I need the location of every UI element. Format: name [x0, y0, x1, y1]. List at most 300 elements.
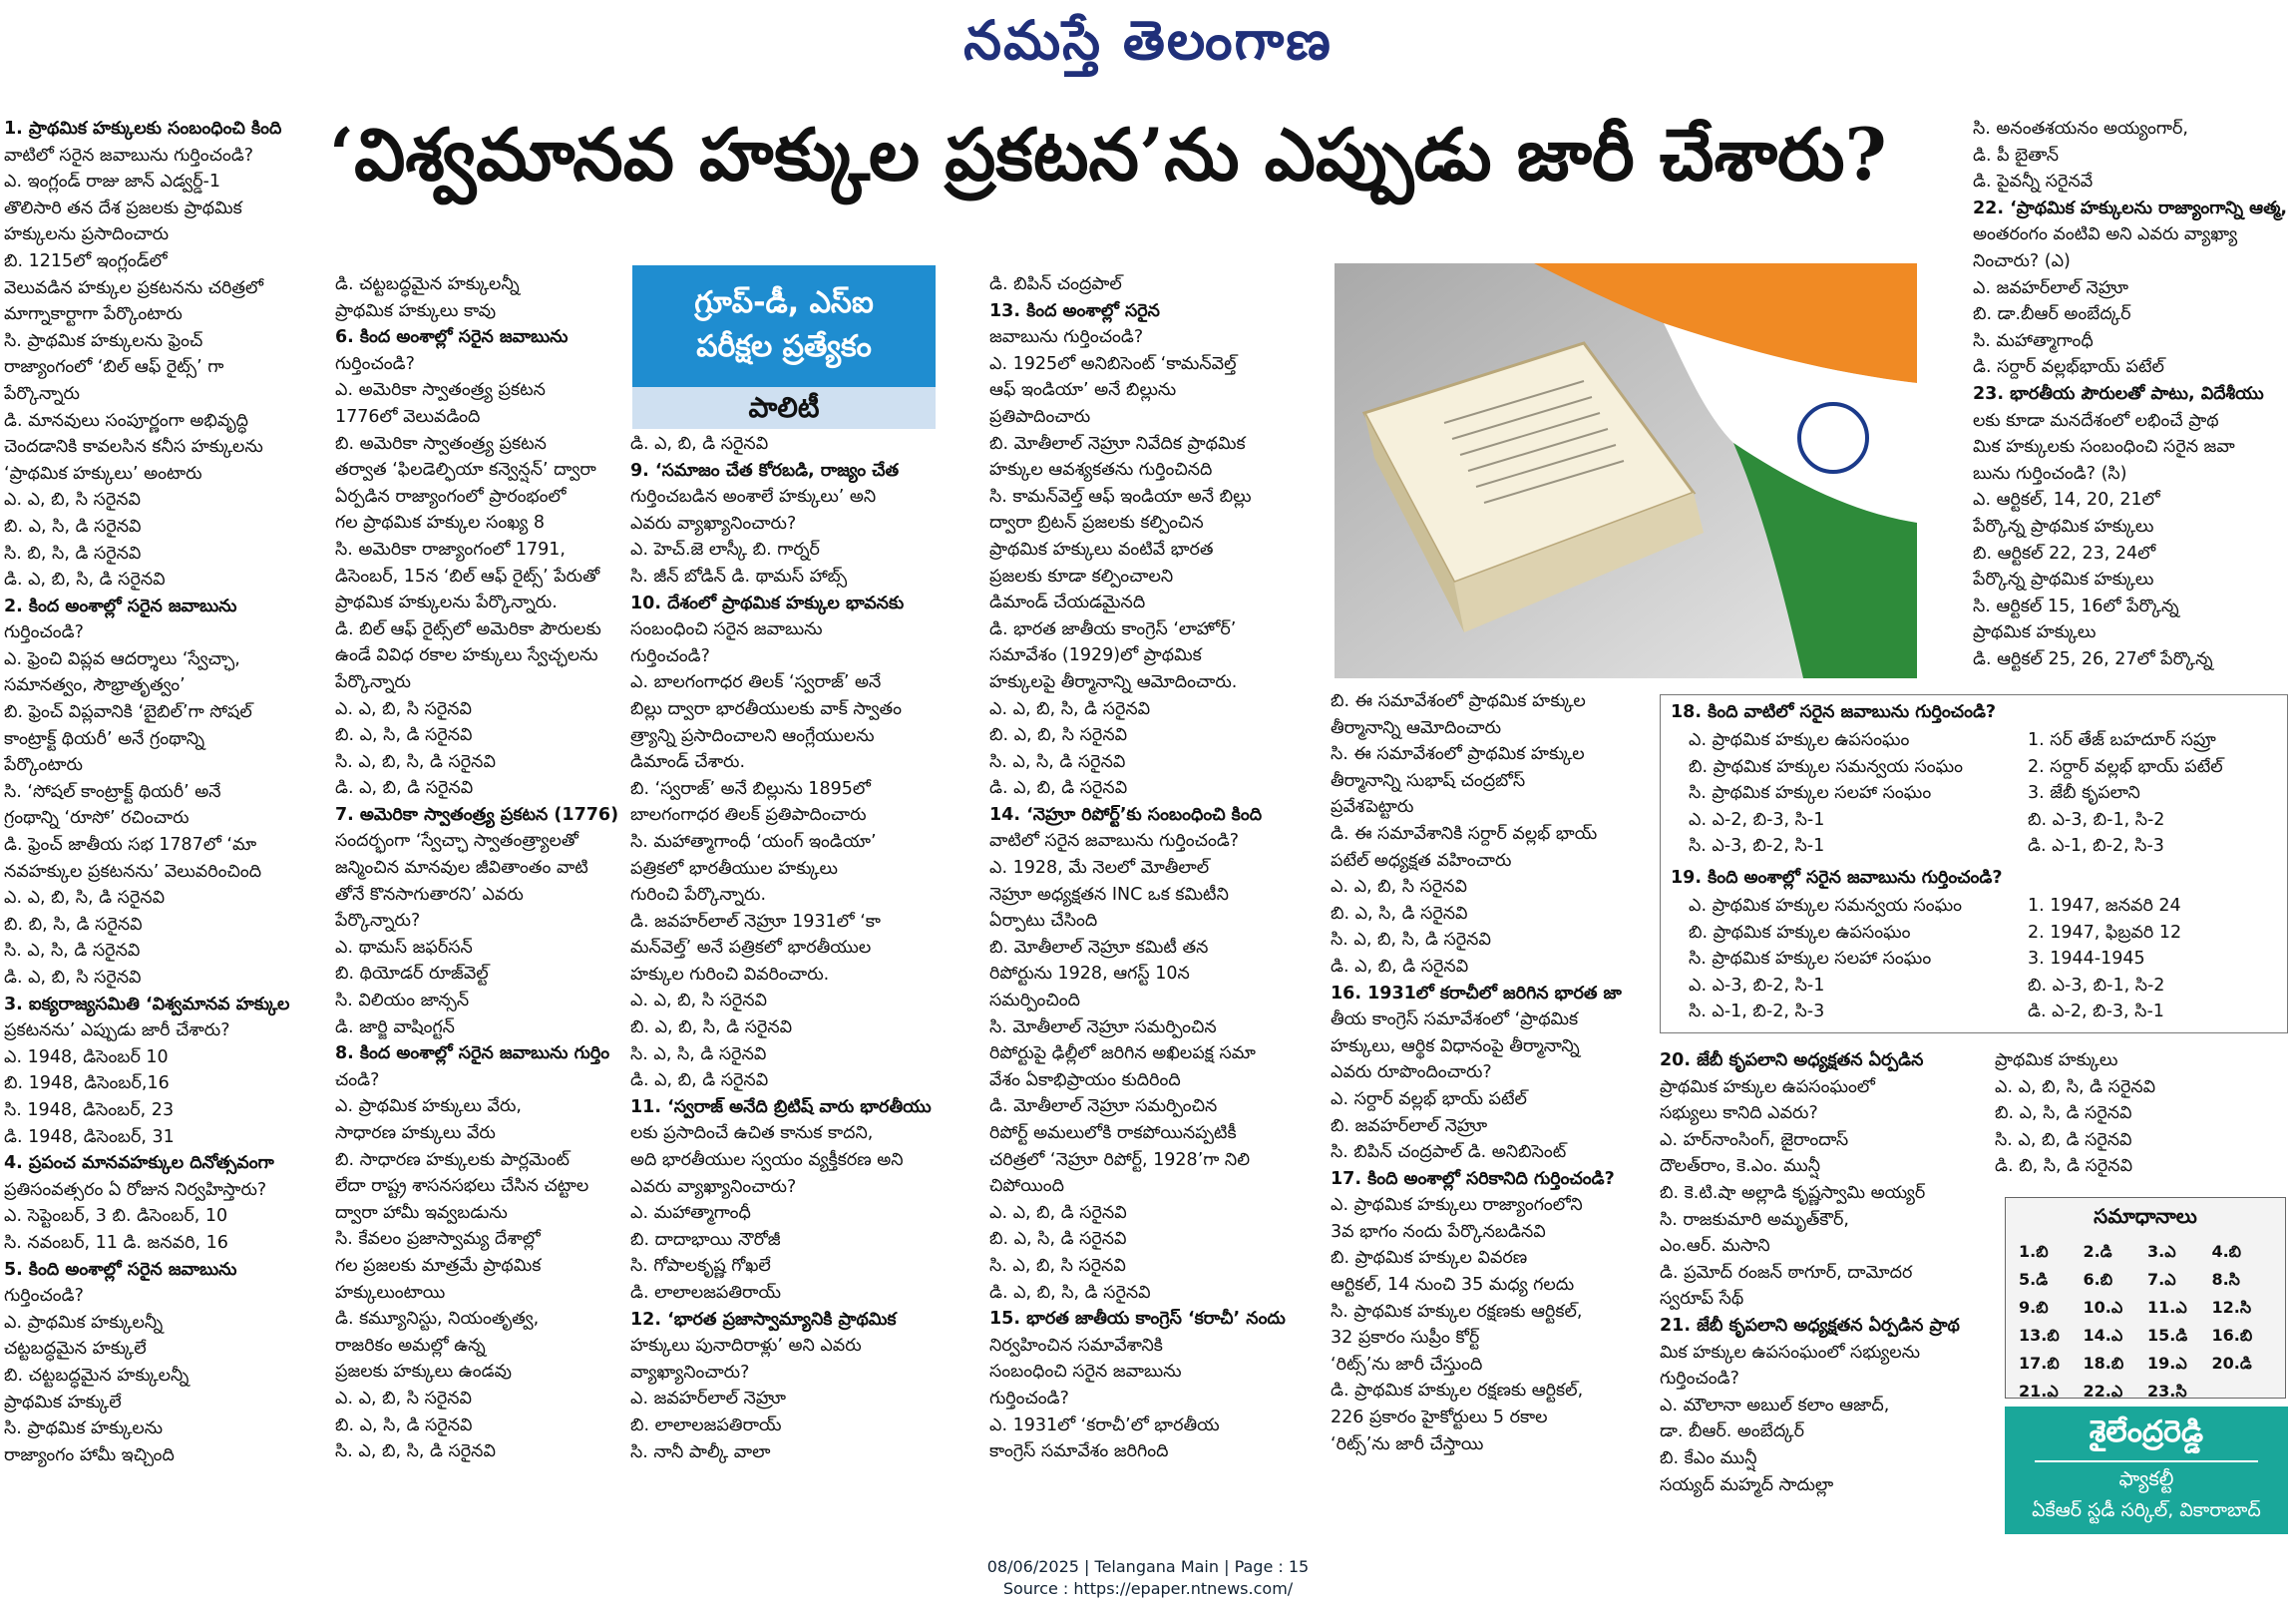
text-line: సి. ఎ, సి, డి సరైనవి [989, 751, 1126, 772]
text-line: డి. లాలాలజపతిరాయ్ [630, 1283, 781, 1303]
text-line: సి. నానీ పాల్కీ వాలా [630, 1441, 771, 1462]
text-line: బి. ఈ సమావేశంలో ప్రాథమిక హక్కుల [1331, 691, 1586, 711]
text-line: ప్రజలకు హక్కులు ఉండవు [335, 1362, 512, 1383]
text-line: బి. మోతీలాల్ నెహ్రూ కమిటీ తన [989, 937, 1209, 958]
column-2-text [335, 271, 624, 1465]
column-5 [1331, 688, 1646, 1457]
match-item: ఎ. ప్రాథమిక హక్కుల సమన్వయ సంఘం [1689, 896, 1962, 916]
author-role: ఫ్యాకల్టీ [2118, 1466, 2174, 1490]
text-line: ఎ. 1925లో అనిబిసెంట్ ‘కామన్‌వెల్త్ [989, 353, 1237, 374]
text-line: గల ప్రాథమిక హక్కుల సంఖ్య 8 [335, 513, 545, 534]
answer-cell: 18.బి [2083, 1353, 2124, 1373]
text-line: సంబంధించి సరైన జవాబును [630, 619, 823, 640]
text-line: బి. ఫ్రెంచ్ విప్లవానికి ‘బైబిల్’గా సోషల్ [4, 702, 252, 723]
text-line: ఎ. ఆర్టికల్, 14, 20, 21లో [1973, 490, 2160, 511]
text-line: సి. ఎ, బి, డి సరైనవి [1995, 1129, 2132, 1150]
text-line: ఎ. ఎ, బి, సి, డి సరైనవి [1995, 1076, 2156, 1097]
text-line: డి. ఫ్రెంచ్ జాతీయ సభ 1787లో ‘మా [4, 835, 257, 856]
section-badge [632, 265, 936, 429]
text-line: సి. అమెరికా రాజ్యాంగంలో 1791, [335, 539, 566, 560]
answer-cell: 5.డి [2019, 1269, 2049, 1289]
text-line: డి. ఎ, బి, సి సరైనవి [4, 968, 142, 988]
text-line: ఉండే వివిధ రకాల హక్కులు స్వేచ్ఛలను [335, 645, 598, 666]
text-line: ఎ. ఎ, బి, సి సరైనవి [335, 698, 472, 719]
text-line: గుర్తించండి? [630, 645, 710, 666]
question-18-title: 18. కింది వాటిలో సరైన జవాబును గుర్తించండి? [1671, 702, 1997, 722]
match-item: డి. ఎ-1, బి-2, సి-3 [2028, 836, 2164, 857]
answer-cell: 19.ఎ [2147, 1353, 2187, 1373]
text-line: తీర్మానాన్ని ఆమోదించారు [1331, 717, 1502, 738]
match-item: 2. సర్దార్ వల్లభ్ భాయ్ పటేల్ [2028, 756, 2223, 777]
text-line: డి. 1948, డిసెంబర్, 31 [4, 1126, 175, 1147]
text-line: డి. భారత జాతీయ కాంగ్రెస్ ‘లాహోర్’ [989, 618, 1237, 639]
text-line: డిమాండ్ చేశారు. [630, 752, 746, 773]
text-line: నవహక్కుల ప్రకటనను’ వెలువరించింది [4, 861, 262, 882]
text-line: 8. కింద అంశాల్లో సరైన జవాబును గుర్తిం [335, 1043, 610, 1064]
text-line: వాటిలో సరైన జవాబును గుర్తించండి? [989, 831, 1240, 852]
text-line: ఎ. 1948, డిసెంబర్ 10 [4, 1046, 169, 1067]
footer-edition: 08/06/2025 | Telangana Main | Page : 15 [986, 1557, 1310, 1576]
text-line: మిక హక్కుల ఉపసంఘంలో సభ్యులను [1660, 1342, 1921, 1363]
text-line: ఎ. ప్రాథమిక హక్కులన్నీ [4, 1312, 164, 1333]
text-line: ప్రాథమిక హక్కుల ఉపసంఘంలో [1660, 1076, 1875, 1097]
text-line: తర్వాత ‘ఫిలడెల్ఫియా కన్వెన్షన్’ ద్వారా [335, 460, 596, 481]
match-questions-box [1660, 694, 2288, 1033]
column-6-text [1660, 1047, 1989, 1498]
footer-source: Source : https://epaper.ntnews.com/ [1002, 1579, 1294, 1598]
text-line: 226 ప్రకారం హైకోర్టులు 5 రకాల [1331, 1408, 1548, 1428]
text-line: బి. లాలాలజపతిరాయ్ [630, 1414, 782, 1435]
text-line: ఆర్టికల్, 14 నుంచి 35 మధ్య గలదు [1331, 1275, 1575, 1296]
text-line: 22. ‘ప్రాథమిక హక్కులను రాజ్యాంగాన్ని ఆత్మ, [1973, 198, 2288, 218]
column-3 [630, 431, 981, 1465]
text-line: 14. ‘నెహ్రూ రిపోర్ట్’కు సంబంధించి కింది [989, 804, 1263, 825]
answer-row [2018, 1351, 2275, 1379]
text-line: బి. ‘స్వరాజ్’ అనే బిల్లును 1895లో [630, 778, 871, 799]
column-2 [335, 271, 624, 1465]
match-item: బి. ప్రాథమిక హక్కుల సమన్వయ సంఘం [1689, 756, 1964, 777]
book-with-indian-flag-icon [1335, 263, 1917, 678]
text-line: సి. గోపాలకృష్ణ గోఖలే [630, 1256, 771, 1277]
text-line: చండి? [335, 1069, 380, 1090]
match-item: సి. ప్రాథమిక హక్కుల సలహా సంఘం [1689, 949, 1932, 970]
text-line: బి. ఆర్టికల్ 22, 23, 24లో [1973, 543, 2156, 564]
text-line: బాలగంగాధర తిలక్ ప్రతిపాదించారు [630, 805, 867, 826]
text-line: జవాబును గుర్తించండి? [989, 327, 1144, 348]
text-line: రాజరికం అమల్లో ఉన్న [335, 1335, 486, 1356]
text-line: బి. థియోడర్ రూజ్‌వెల్ట్ [335, 964, 489, 985]
text-line: సమర్పించింది [989, 991, 1081, 1011]
text-line: ఎ. హెచ్.జె లాస్కీ బి. గార్నర్ [630, 540, 820, 561]
text-line: ఏర్పడిన రాజ్యాంగంలో ప్రారంభంలో [335, 486, 567, 507]
text-line: 21. జేబీ కృపలాని అధ్యక్షతన ఏర్పడిన ప్రాథ [1660, 1315, 1960, 1336]
text-line: ఎవరు వ్యాఖ్యానించారు? [630, 513, 797, 534]
answer-cell [2210, 1379, 2275, 1407]
text-line: బిల్లు ద్వారా భారతీయులకు వాక్ స్వాతం [630, 698, 902, 719]
match-item: ఎ. ప్రాథమిక హక్కుల ఉపసంఘం [1689, 730, 1910, 750]
text-line: 11. ‘స్వరాజ్ అనేది బ్రిటిష్ వారు భారతీయు [630, 1096, 932, 1117]
column-4-text [989, 271, 1329, 1465]
text-line: డి. ప్రమోద్ రంజన్ ఠాగూర్, దామోదర [1660, 1262, 1913, 1283]
answer-row [2018, 1323, 2275, 1351]
text-line: ప్రాథమిక హక్కులే [4, 1392, 122, 1412]
answer-cell: 4.బి [2211, 1241, 2242, 1261]
text-line: బి. దాదాభాయి నౌరోజీ [630, 1229, 781, 1250]
badge-section: పాలిటీ [632, 387, 936, 429]
text-line: డి. ఈ సమావేశానికి సర్దార్ వల్లభ్ భాయ్ [1331, 823, 1598, 844]
text-line: రిపోర్టుపై ఢిల్లీలో జరిగిన అఖిలపక్ష సమా [989, 1043, 1256, 1064]
text-line: అది భారతీయుల స్వయం వ్యక్తీకరణ అని [630, 1150, 904, 1171]
question-18-right-list [2028, 727, 2277, 860]
text-line: సి. ఎ, బి, సి, డి సరైనవి [1331, 930, 1491, 951]
text-line: పేర్కొన్నారు [4, 383, 80, 404]
text-line: 13. కింద అంశాల్లో సరైన [989, 300, 1160, 321]
text-line: ప్రాథమిక హక్కులు [1995, 1050, 2118, 1070]
text-line: నెహ్రూ అధ్యక్షతన INC ఒక కమిటీని [989, 884, 1229, 905]
text-line: సి. బి, సి, డి సరైనవి [4, 543, 142, 564]
text-line: హక్కులు పునాదిరాళ్లు’ అని ఎవరు [630, 1336, 862, 1357]
column-6 [1660, 1047, 1989, 1498]
text-line: డి. చట్టబద్ధమైన హక్కులన్నీ [335, 274, 520, 294]
text-line: డి. ఎ, బి, డి సరైనవి [630, 1070, 769, 1091]
text-line: పత్రికలో భారతీయుల హక్కులు [630, 858, 838, 879]
text-line: చరిత్రలో ‘నెహ్రూ రిపోర్ట్, 1928’గా నిలి [989, 1149, 1251, 1170]
text-line: సి. నవంబర్, 11 డి. జనవరి, 16 [4, 1232, 228, 1253]
text-line: సి. ప్రాథమిక హక్కుల రక్షణకు ఆర్టికల్, [1331, 1301, 1583, 1322]
text-line: ఎ. ఎ, బి, సి, డి సరైనవి [989, 698, 1151, 719]
text-line: కాంట్రాక్ట్ థియరీ’ అనే గ్రంథాన్ని [4, 728, 204, 749]
text-line: డి. ఎ, బి, సి, డి సరైనవి [989, 1282, 1151, 1303]
text-line: సి. మోతీలాల్ నెహ్రూ సమర్పించిన [989, 1016, 1217, 1037]
match-item: బి. ఎ-3, బి-1, సి-2 [2028, 809, 2165, 830]
text-line: బి. ఎ, సి, డి సరైనవి [4, 516, 142, 537]
text-line: ఎ. సెప్టెంబర్, 3 బి. డిసెంబర్, 10 [4, 1206, 228, 1227]
text-line: సి. ప్రాథమిక హక్కులను ఫ్రెంచ్ [4, 330, 203, 351]
text-line: ఎ. ఎ, బి, సి సరైనవి [4, 490, 141, 511]
answer-cell: 10.ఎ [2083, 1297, 2123, 1317]
text-line: వ్యాఖ్యానించారు? [630, 1362, 750, 1383]
badge-line2: పరీక్షల ప్రత్యేకం [696, 329, 872, 364]
text-line: తొలిసారి తన దేశ ప్రజలకు ప్రాథమిక [4, 198, 242, 218]
text-line: ప్రాథమిక హక్కులను పేర్కొన్నారు. [335, 593, 558, 613]
answer-row [2018, 1239, 2275, 1267]
text-line: బి. ఎ, సి, డి సరైనవి [335, 1414, 473, 1435]
text-line: సందర్భంగా ‘స్వేచ్ఛా స్వాతంత్ర్యాలతో [335, 831, 579, 852]
text-line: ప్రాథమిక హక్కులు వంటివే భారత [989, 539, 1214, 560]
text-line: ప్రాథమిక హక్కులు [1973, 622, 2097, 643]
text-line: ఎ. ఎ, బి, సి సరైనవి [630, 991, 767, 1011]
match-item: ఎ. ఎ-2, బి-3, సి-1 [1689, 809, 1825, 830]
text-line: 5. కింది అంశాల్లో సరైన జవాబును [4, 1259, 237, 1280]
text-line: లకు ప్రసాదించే ఉచిత కానుక కాదని, [630, 1123, 874, 1144]
text-line: నిర్వహించిన సమావేశానికి [989, 1335, 1163, 1356]
column-8 [1973, 116, 2292, 672]
text-line: ఎ. 1931లో ‘కరాచీ’లో భారతీయ [989, 1414, 1220, 1435]
text-line: సి. ఈ సమావేశంలో ప్రాథమిక హక్కుల [1331, 744, 1585, 765]
text-line: సి. కామన్‌వెల్త్ ఆఫ్ ఇండియా అనే బిల్లు [989, 486, 1252, 507]
text-line: బి. కేఎం మున్షీ [1660, 1447, 1757, 1468]
text-line: నించారు? (ఎ) [1973, 250, 2071, 271]
text-line: పటేల్ అధ్యక్షత వహించారు [1331, 850, 1512, 871]
text-line: ఎం.ఆర్. మసాని [1660, 1236, 1770, 1257]
text-line: మన్‌వెల్త్’ అనే పత్రికలో భారతీయుల [630, 938, 872, 959]
text-line: గుర్తించండి? [4, 1286, 84, 1307]
text-line: 3వ భాగం నందు పేర్కొనబడినవి [1331, 1221, 1546, 1242]
answer-row [2018, 1267, 2275, 1295]
text-line: ఎ. ప్రాథమిక హక్కులు రాజ్యాంగంలోని [1331, 1195, 1583, 1216]
text-line: బి. సాధారణ హక్కులకు పార్లమెంట్ [335, 1149, 571, 1170]
text-line: హక్కులు, ఆర్థిక విధానంపై తీర్మానాన్ని [1331, 1035, 1580, 1056]
text-line: డి. ఎ, బి, సి, డి సరైనవి [4, 570, 166, 591]
text-line: గుర్తించండి? [989, 1388, 1069, 1409]
question-19-title: 19. కింది అంశాల్లో సరైన జవాబును గుర్తించండి? [1671, 868, 2003, 888]
text-line: డి. మోతీలాల్ నెహ్రూ సమర్పించిన [989, 1096, 1218, 1117]
text-line: బి. డా.బీఆర్ అంబేద్కర్ [1973, 304, 2131, 325]
match-item: బి. ఎ-3, బి-1, సి-2 [2028, 975, 2165, 996]
text-line: త్ర్యాన్ని ప్రసాదించాలని ఆంగ్లేయులను [630, 725, 875, 746]
text-line: హక్కులుంటాయి [335, 1282, 446, 1303]
answer-cell: 7.ఎ [2147, 1269, 2176, 1289]
text-line: వెలువడిన హక్కుల ప్రకటనను చరిత్రలో [4, 277, 264, 298]
text-line: బి. జవహర్‌లాల్ నెహ్రూ [1331, 1115, 1488, 1136]
text-line: గుర్తించండి? [4, 622, 84, 643]
text-line: 9. ‘సమాజం చేత కోరబడి, రాజ్యం చేత [630, 460, 900, 481]
question-19-left-list [1689, 893, 2018, 1025]
text-line: బి. ఎ, సి, డి సరైనవి [335, 725, 473, 746]
answer-cell: 1.బి [2019, 1241, 2049, 1261]
text-line: లేదా రాష్ట్ర శాసనసభలు చేసిన చట్టాల [335, 1176, 589, 1197]
text-line: డి. పైవన్నీ సరైనవే [1973, 172, 2094, 193]
text-line: గురించి పేర్కొన్నారు. [630, 885, 767, 906]
text-line: సి. ఎ, బి, సి, డి సరైనవి [335, 1441, 496, 1462]
match-item: బి. ప్రాథమిక హక్కుల ఉపసంఘం [1689, 922, 1911, 943]
text-line: బి. ఎ, బి, సి సరైనవి [989, 725, 1128, 746]
text-line: ఎ. మహాత్మాగాంధీ [630, 1203, 751, 1224]
text-line: డి. ఎ, బి, డి సరైనవి [335, 778, 474, 799]
text-line: ప్రకటనను’ ఎప్పుడు జారీ చేశారు? [4, 1020, 230, 1041]
text-line: తీర్మానాన్ని సుభాష్ చంద్రబోస్ [1331, 770, 1526, 791]
text-line: ఎ. మౌలానా అబుల్ కలాం ఆజాద్, [1660, 1395, 1890, 1415]
text-line: 20. జేబీ కృపలాని అధ్యక్షతన ఏర్పడిన [1660, 1050, 1924, 1070]
text-line: ఎ. ఎ, బి, సి సరైనవి [335, 1388, 472, 1409]
column-1 [4, 116, 315, 1468]
byline-divider [2035, 1460, 2258, 1462]
text-line: 4. ప్రపంచ మానవహక్కుల దినోత్సవంగా [4, 1153, 274, 1174]
text-line: బి. బి, సి, డి సరైనవి [4, 914, 143, 935]
text-line: పేర్కొన్నారు? [335, 911, 421, 932]
text-line: రాజ్యాంగం హామీ ఇచ్చింది [4, 1444, 175, 1465]
text-line: సభ్యులు కానిది ఎవరు? [1660, 1103, 1818, 1124]
column-5-text [1331, 688, 1646, 1457]
text-line: డి. ఎ, బి, డి సరైనవి [630, 434, 769, 454]
text-line: ‘రిట్స్’ను జారీ చేస్తాయి [1331, 1433, 1484, 1454]
text-line: ఎ. ప్రాథమిక హక్కులు వేరు, [335, 1096, 522, 1117]
question-18-left [1689, 727, 2018, 860]
answer-cell: 2.డి [2083, 1241, 2112, 1261]
text-line: సి. ప్రాథమిక హక్కులను [4, 1418, 164, 1439]
text-line: సంబంధించి సరైన జవాబును [989, 1362, 1182, 1383]
author-organization: ఏకేఆర్ స్టడీ సర్కిల్, వికారాబాద్ [2032, 1499, 2261, 1521]
text-line: హక్కులను ప్రసాదించారు [4, 224, 170, 245]
question-19-right-list [2028, 893, 2277, 1025]
answer-cell: 3.ఎ [2147, 1241, 2176, 1261]
text-line: సి. 1948, డిసెంబర్, 23 [4, 1099, 175, 1120]
text-line: మాగ్నాకార్టాగా పేర్కొంటారు [4, 304, 183, 325]
answer-row [2018, 1379, 2275, 1407]
answer-cell: 20.డి [2211, 1353, 2252, 1373]
answer-cell: 9.బి [2019, 1297, 2049, 1317]
column-4 [989, 271, 1329, 1465]
text-line: బును గుర్తించండి? (సి) [1973, 463, 2127, 484]
answer-cell: 22.ఎ [2083, 1381, 2123, 1401]
text-line: ఎ. థామస్ జఫర్‌సన్ [335, 937, 473, 958]
text-line: ఎ. జవహర్‌లాల్ నెహ్రూ [1973, 277, 2129, 298]
text-line: పేర్కొన్న ప్రాథమిక హక్కులు [1973, 570, 2154, 591]
text-line: సి. ఆర్టికల్ 15, 16లో పేర్కొన్న [1973, 596, 2179, 616]
answer-cell: 15.డి [2147, 1325, 2188, 1345]
text-line: సాధారణ హక్కులు వేరు [335, 1123, 496, 1143]
answer-key-title: సమాధానాలు [2094, 1204, 2197, 1228]
text-line: ఎవరు వ్యాఖ్యానించారు? [630, 1176, 797, 1197]
masthead-logo: నమస్తే తెలంగాణ [963, 8, 1333, 72]
answer-cell: 23.సి [2147, 1381, 2187, 1401]
text-line: ప్రాథమిక హక్కులు కావు [335, 300, 497, 321]
text-line: సి. రాజకుమారి అమృత్‌కౌర్, [1660, 1209, 1849, 1230]
text-line: బి. ఎ, బి, సి, డి సరైనవి [630, 1017, 793, 1038]
match-item: సి. ప్రాథమిక హక్కుల సలహా సంఘం [1689, 783, 1932, 804]
match-item: సి. ఎ-1, బి-2, సి-3 [1689, 1002, 1825, 1022]
text-line: ప్రతిపాదించారు [989, 406, 1091, 427]
text-line: గుర్తించండి? [1660, 1369, 1739, 1390]
text-line: పేర్కొన్నారు [335, 671, 411, 692]
text-line: సి. మహాత్మాగాంధీ ‘యంగ్ ఇండియా’ [630, 831, 877, 852]
answer-cell: 8.సి [2211, 1269, 2240, 1289]
text-line: ఎ. సర్దార్ వల్లభ్ భాయ్ పటేల్ [1331, 1088, 1527, 1109]
text-line: 2. కింద అంశాల్లో సరైన జవాబును [4, 596, 237, 616]
text-line: ద్వారా హామీ ఇవ్వబడును [335, 1202, 508, 1223]
question-18-right [2028, 727, 2277, 860]
text-line: 15. భారత జాతీయ కాంగ్రెస్ ‘కరాచీ’ నందు [989, 1309, 1286, 1330]
text-line: హక్కుల ఆవశ్యకతను గుర్తించినది [989, 460, 1213, 481]
answer-cell: 17.బి [2019, 1353, 2060, 1373]
text-line: డి. బిల్ ఆఫ్ రైట్స్‌లో అమెరికా పౌరులకు [335, 618, 601, 639]
text-line: డా. బీఆర్. అంబేద్కర్ [1660, 1421, 1804, 1442]
question-18-left-list [1689, 727, 2018, 860]
text-line: డి. బి, సి, డి సరైనవి [1995, 1156, 2133, 1177]
text-line: డి. మానవులు సంపూర్ణంగా అభివృద్ధి [4, 410, 248, 431]
text-line: బి. 1215లో ఇంగ్లండ్‌లో [4, 250, 168, 271]
text-line: దౌలత్‌రాం, కె.ఎం. మున్షీ [1660, 1156, 1821, 1177]
text-line: 10. దేశంలో ప్రాథమిక హక్కుల భావనకు [630, 593, 905, 613]
text-line: సయ్యద్ మహ్మద్ సాదుల్లా [1660, 1474, 1834, 1495]
question-18 [1671, 699, 2279, 726]
author-name: శైలేంద్రరెడ్డి [2089, 1414, 2204, 1449]
match-item: 1. 1947, జనవరి 24 [2028, 896, 2181, 916]
text-line: రాజ్యాంగంలో ‘బిల్ ఆఫ్ రైట్స్’ గా [4, 357, 224, 378]
text-line: బి. చట్టబద్ధమైన హక్కులన్నీ [4, 1365, 190, 1386]
text-line: తీయ కాంగ్రెస్ సమావేశంలో ‘ప్రాథమిక [1331, 1009, 1579, 1030]
text-line: బి. అమెరికా స్వాతంత్ర్య ప్రకటన [335, 433, 547, 454]
text-line: ఎ. ఎ, బి, సి సరైనవి [1331, 877, 1467, 898]
text-line: ద్వారా బ్రిటన్ ప్రజలకు కల్పించిన [989, 513, 1204, 534]
answer-cell: 12.సి [2211, 1297, 2252, 1317]
text-line: డి. ఎ, బి, డి సరైనవి [989, 778, 1128, 799]
text-line: గుర్తించబడిన అంశాలే హక్కులు’ అని [630, 487, 877, 508]
text-line: సి. ఎ, బి, సి సరైనవి [989, 1255, 1126, 1276]
text-line: రిపోర్ట్ అమలులోకి రాకపోయినప్పటికీ [989, 1123, 1237, 1143]
text-line: ఎ. ఫ్రెంచి విప్లవ ఆదర్శాలు ‘స్వేచ్ఛా, [4, 648, 240, 669]
text-line: డి. ఎ, బి, డి సరైనవి [1331, 956, 1469, 977]
text-line: సి. అనంతశయనం అయ్యంగార్, [1973, 119, 2188, 139]
text-line: డిమాండ్ చేయడమైనది [989, 593, 1146, 613]
text-line: ఎ. జవహర్‌లాల్ నెహ్రూ [630, 1389, 787, 1410]
text-line: 12. ‘భారత ప్రజాస్వామ్యానికి ప్రాథమిక [630, 1309, 897, 1330]
text-line: ‘రిట్స్’ను జారీ చేస్తుంది [1331, 1354, 1483, 1375]
text-line: 3. ఐక్యరాజ్యసమితి ‘విశ్వమానవ హక్కుల [4, 994, 290, 1014]
text-line: బి. మోతీలాల్ నెహ్రూ నివేదిక ప్రాథమిక [989, 433, 1246, 454]
match-item: డి. ఎ-2, బి-3, సి-1 [2028, 1002, 2164, 1022]
text-line: డి. జార్జి వాషింగ్టన్ [335, 1016, 455, 1037]
text-line: కాంగ్రెస్ సమావేశం జరిగింది [989, 1441, 1169, 1462]
text-line: 17. కింది అంశాల్లో సరికానిది గుర్తించండి? [1331, 1168, 1615, 1189]
text-line: ఎ. ఎ, బి, డి సరైనవి [989, 1202, 1127, 1223]
text-line: సమావేశం (1929)లో ప్రాథమిక [989, 645, 1202, 666]
text-line: సి. ఎ, సి, డి సరైనవి [4, 941, 141, 962]
text-line: సి. విలియం జాన్సన్ [335, 991, 470, 1011]
text-line: 16. 1931లో కరాచీలో జరిగిన భారత జా [1331, 983, 1622, 1004]
text-line: జన్మించిన మానవుల జీవితాంతం వాటి [335, 858, 588, 879]
text-line: ప్రవేశపెట్టారు [1331, 797, 1414, 818]
match-item: 1. సర్ తేజ్ బహదూర్ సప్రూ [2028, 730, 2216, 750]
text-line: తోనే కొనసాగుతారని’ ఎవరు [335, 884, 524, 905]
text-line: గ్రంథాన్ని ‘రూసో’ రచించారు [4, 808, 190, 829]
masthead [0, 0, 2296, 84]
text-line: ఎ. బాలగంగాధర తిలక్ ‘స్వరాజ్’ అనే [630, 672, 882, 693]
text-line: సి. జీన్ బోడిన్ డి. థామస్ హాబ్స్ [630, 566, 848, 587]
column-3-text [630, 431, 981, 1465]
text-line: లకు కూడా మనదేశంలో లభించే ప్రాథ [1973, 410, 2219, 431]
answer-cell: 21.ఎ [2019, 1381, 2059, 1401]
match-item: 3. 1944-1945 [2028, 949, 2145, 970]
badge-line1: గ్రూప్-డీ, ఎస్ఐ [694, 285, 874, 320]
text-line: హక్కులపై తీర్మానాన్ని ఆమోదించారు. [989, 671, 1238, 692]
text-line: ఎ. 1928, మే నెలలో మోతీలాల్ [989, 858, 1210, 879]
text-line: ‘ప్రాథమిక హక్కులు’ అంటారు [4, 463, 202, 484]
text-line: సమానత్వం, సౌభ్రాతృత్వం’ [4, 675, 186, 696]
text-line: ఎ. హర్‌నాంసింగ్, జైరాందాస్ [1660, 1129, 1849, 1150]
text-line: ఎవరు రూపొందించారు? [1331, 1062, 1492, 1083]
text-line: డిసెంబర్, 15న ‘బిల్ ఆఫ్ రైట్స్’ పేరుతో [335, 566, 600, 587]
match-item: 3. జేబీ కృపలాని [2028, 783, 2140, 804]
text-line: వేశం ఏకాభిప్రాయం కుదిరింది [989, 1069, 1181, 1090]
text-line: 6. కింద అంశాల్లో సరైన జవాబును [335, 327, 569, 348]
text-line: రిపోర్టును 1928, ఆగస్ట్ 10న [989, 964, 1190, 985]
question-19-right [2028, 893, 2277, 1025]
text-line: డి. కమ్యూనిస్టు, నియంతృత్వ, [335, 1309, 540, 1330]
match-item: సి. ఎ-3, బి-2, సి-1 [1689, 836, 1825, 857]
text-line: డి. పీ బైతాన్ [1973, 145, 2059, 166]
text-line: స్వరూప్ సేథ్ [1660, 1289, 1744, 1310]
text-line: బి. ప్రాథమిక హక్కుల వివరణ [1331, 1248, 1528, 1269]
text-line: డి. బిపిన్ చంద్రపాల్ [989, 274, 1122, 294]
badge-title [632, 265, 936, 387]
text-line: డి. సర్దార్ వల్లభ్‌భాయ్ పటేల్ [1973, 357, 2164, 378]
text-line: సి. ఎ, బి, సి, డి సరైనవి [335, 751, 496, 772]
text-line: హక్కుల గురించి వివరించారు. [630, 964, 830, 985]
text-line: బి. కె.టి.షా అల్లాడి కృష్ణస్వామి అయ్యర్ [1660, 1182, 1926, 1203]
text-line: సి. ఎ, సి, డి సరైనవి [630, 1043, 767, 1064]
text-line: సి. ‘సోషల్ కాంట్రాక్ట్ థియరీ’ అనే [4, 781, 221, 802]
